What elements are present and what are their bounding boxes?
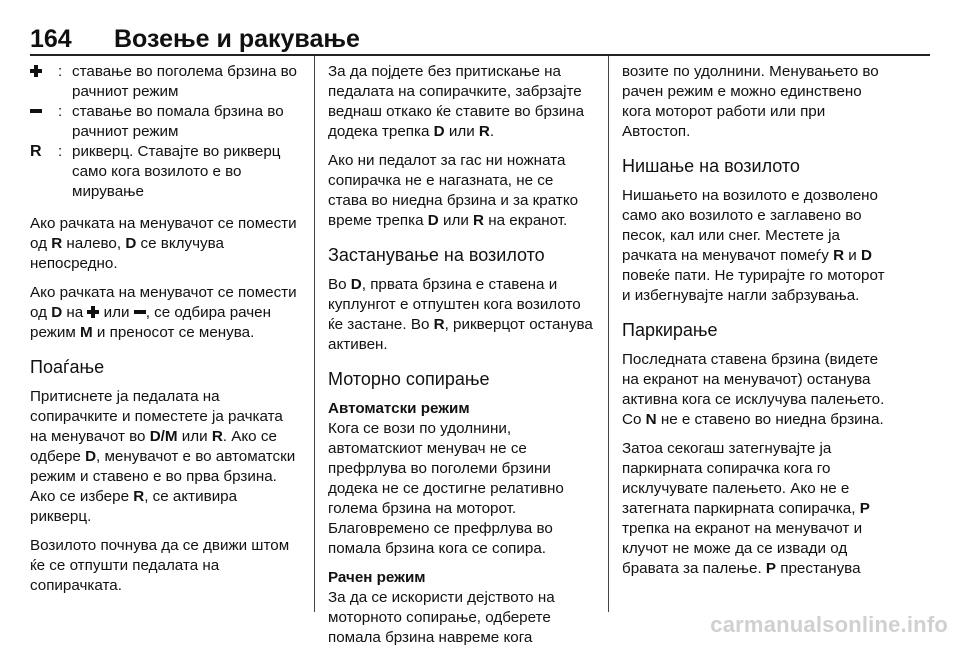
- column-2: [328, 62, 596, 657]
- page-number: 164: [30, 25, 72, 53]
- plus-icon: [87, 306, 99, 318]
- definition-plus: : ставање во поголема брзина во рачниот режим: [30, 62, 300, 102]
- chapter-title: Возење и ракување: [114, 25, 360, 53]
- section-heading: Моторно сопирање: [328, 369, 490, 389]
- watermark: carmanualsonline.info: [710, 612, 948, 637]
- paragraph: Последната ставена брзина (видете на екранот на менувачот) останува активна кога се исклучува палењето. Со N не е ставено во ниедна брзина.: [622, 351, 885, 428]
- paragraph: возите по удолнини. Менувањето во рачен режим е можно единствено кога моторот работи или при Автостоп.: [622, 63, 879, 140]
- paragraph: За да појдете без притискање на педалата на сопирачките, забрзајте веднаш откако ќе ставите во брзина додека трепка D или R.: [328, 63, 585, 140]
- paragraph: Притиснете ја педалата на сопирачките и поместете ја рачката на менувачот во D/M или R. Ако се одбере D, менувачот е во автоматски режим и ставено е во прва брзина. Ако се избере R, се активира рикверц.: [30, 388, 296, 525]
- paragraph: Нишањето на возилото е дозволено само ако возилото е заглавено во песок, кал или снег. Местете ја рачката на менувачот помеѓу R и D повеќе пати. Не турирајте го моторот и избегнувајте нагли забрзувања.: [622, 187, 885, 304]
- paragraph: Ако ни педалот за гас ни ножната сопирачка не е нагазната, не се става во ниедна брзина и за кратко време трепка D или R на екранот.: [328, 152, 579, 229]
- paragraph: Ако рачката на менувачот се помести од D на или , се одбира рачен режим M и преносот се менува.: [30, 284, 297, 341]
- page-header: [30, 16, 930, 54]
- minus-icon: [30, 105, 42, 117]
- header-rule: [30, 54, 930, 56]
- column-divider: [314, 56, 315, 612]
- paragraph: Во D, првата брзина е ставена и куплунгот е отпуштен кога возилото ќе застане. Во R, рикверцот останува активен.: [328, 276, 593, 353]
- definition-minus: : ставање во помала брзина во рачниот режим: [30, 102, 300, 142]
- section-heading: Нишање на возилото: [622, 156, 800, 176]
- subsection-heading: Автоматски режим: [328, 400, 470, 417]
- paragraph: Возилото почнува да се движи штом ќе се отпушти педалата на сопирачката.: [30, 537, 290, 594]
- column-3: [622, 62, 888, 588]
- gear-definitions: [30, 62, 300, 202]
- section-heading: Паркирање: [622, 320, 718, 340]
- column-1: [30, 62, 300, 605]
- paragraph: Затоа секогаш затегнувајте ја паркирната сопирачка кога го исклучувате палењето. Ако не е затегната паркирната сопирачка, P трепка на екранот на менувачот и клучот не може да се извади од бравата за палење. P престанува: [622, 440, 870, 577]
- plus-icon: [30, 65, 42, 77]
- subsection-heading: Рачен режим: [328, 569, 426, 586]
- section-heading: Застанување на возилото: [328, 245, 545, 265]
- paragraph: Ако рачката на менувачот се помести од R налево, D се вклучува непосредно.: [30, 215, 297, 272]
- column-divider: [608, 56, 609, 612]
- paragraph: За да се искористи дејството на моторното сопирање, одберете помала брзина навреме кога: [328, 589, 555, 646]
- section-heading: Поаѓање: [30, 357, 105, 377]
- definition-reverse: R : рикверц. Ставајте во рикверц само кога возилото е во мирување: [30, 143, 281, 200]
- minus-icon: [134, 306, 146, 318]
- paragraph: Кога се вози по удолнини, автоматскиот менувач не се префрлува во поголеми брзини додека не се достигне релативно голема брзина на моторот. Благовремено се префрлува во помала брзина кога се сопира.: [328, 420, 564, 557]
